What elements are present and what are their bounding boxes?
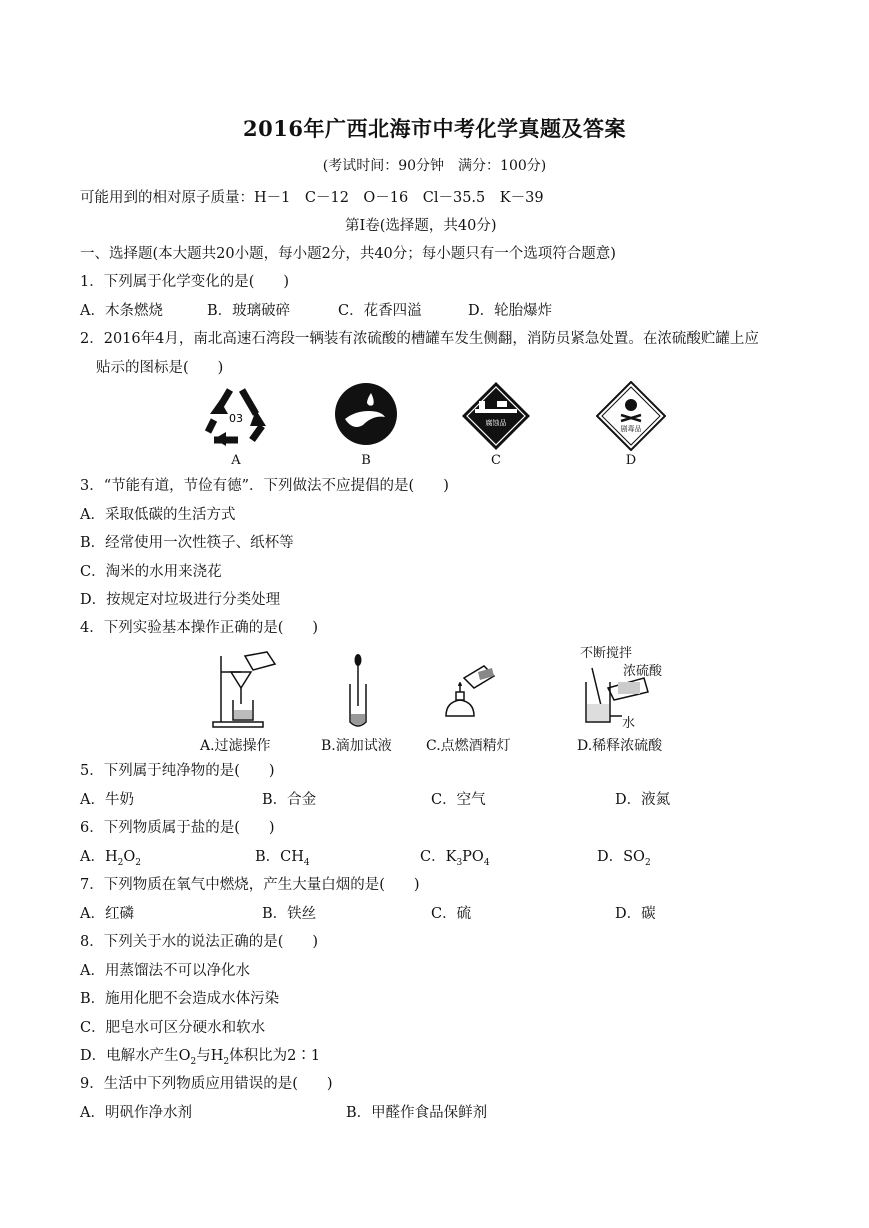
q5-option-c: C．空气 [431, 792, 486, 808]
q3-stem: 3．“节能有道，节俭有德”．下列做法不应提倡的是( ) [80, 478, 449, 494]
q4-stem: 4．下列实验基本操作正确的是( ) [80, 620, 319, 636]
filtration-apparatus-icon [205, 650, 285, 730]
q2-stem-line2: 贴示的图标是( ) [96, 360, 224, 376]
q1-option-b: B．玻璃破碎 [207, 303, 291, 319]
q4-d-note-acid: 浓硫酸 [623, 664, 663, 679]
q2-label-b: B [361, 453, 371, 468]
page-title: 2016年广西北海市中考化学真题及答案 [243, 116, 626, 141]
q3-option-b: B．经常使用一次性筷子、纸杯等 [80, 535, 294, 551]
q8-option-d [80, 1044, 320, 1067]
q6-option-b [255, 845, 310, 868]
q6-a-mid: O [123, 849, 136, 865]
q4-label-b: B.滴加试液 [321, 738, 392, 754]
q3-option-d: D．按规定对垃圾进行分类处理 [80, 592, 281, 608]
recycle-code: 03 [229, 412, 243, 425]
corrosive-sign-icon [461, 381, 531, 451]
q7-stem: 7．下列物质在氧气中燃烧，产生大量白烟的是( ) [80, 877, 420, 893]
alcohol-lamp-icon [440, 658, 500, 728]
water-saving-icon [333, 381, 399, 447]
q6-c-mid: PO [462, 849, 484, 865]
q6-option-c [420, 845, 490, 868]
q8-d-post: 体积比为2∶1 [229, 1048, 321, 1064]
q1-option-d: D．轮胎爆炸 [468, 303, 553, 319]
corrosive-text: 腐蚀品 [485, 419, 507, 427]
q1-option-a: A．木条燃烧 [80, 303, 163, 319]
q7-option-b: B．铁丝 [262, 906, 317, 922]
q8-stem: 8．下列关于水的说法正确的是( ) [80, 934, 319, 950]
q6-a-sub1: 2 [117, 857, 124, 868]
q1-stem: 1．下列属于化学变化的是( ) [80, 274, 290, 290]
q6-b-text: B．CH [255, 849, 304, 865]
q3-option-c: C．淘米的水用来浇花 [80, 564, 222, 580]
q9-option-b: B．甲醛作食品保鲜剂 [346, 1105, 488, 1121]
q4-label-a: A.过滤操作 [200, 738, 271, 754]
q9-option-a: A．明矾作净水剂 [80, 1105, 192, 1121]
q4-d-note-water: 水 [622, 716, 636, 731]
dropper-test-tube-icon [340, 652, 376, 732]
q3-option-a: A．采取低碳的生活方式 [80, 507, 236, 523]
section1-heading: 一、选择题(本大题共20小题，每小题2分，共40分；每小题只有一个选项符合题意) [80, 246, 616, 262]
q8-option-b: B．施用化肥不会造成水体污染 [80, 991, 280, 1007]
q5-stem: 5．下列属于纯净物的是( ) [80, 763, 275, 779]
q6-d-text: D．SO [597, 849, 645, 865]
q2-label-a: A [231, 453, 241, 468]
q7-option-c: C．硫 [431, 906, 472, 922]
part1-heading: 第Ⅰ卷(选择题，共40分) [345, 218, 497, 234]
q7-option-d: D．碳 [615, 906, 656, 922]
q6-option-d [597, 845, 651, 868]
toxic-sign-icon [596, 381, 666, 451]
q6-option-a [80, 845, 141, 868]
q6-a-sub2: 2 [135, 857, 141, 868]
q8-d-text: D．电解水产生O [80, 1048, 191, 1064]
q6-c-sub1: 3 [456, 857, 463, 868]
q8-d-sub2: 2 [223, 1056, 230, 1067]
q6-c-text: C．K [420, 849, 457, 865]
q2-label-c: C [491, 453, 501, 468]
q6-stem: 6．下列物质属于盐的是( ) [80, 820, 275, 836]
q7-option-a: A．红磷 [80, 906, 134, 922]
toxic-text: 剧毒品 [620, 425, 642, 433]
q6-d-sub1: 2 [644, 857, 651, 868]
q8-option-c: C．肥皂水可区分硬水和软水 [80, 1020, 266, 1036]
q5-option-a: A．牛奶 [80, 792, 134, 808]
q6-c-sub2: 4 [483, 857, 490, 868]
atomic-masses: 可能用到的相对原子质量：H－1 C－12 O－16 Cl－35.5 K－39 [80, 190, 544, 206]
q8-option-a: A．用蒸馏法不可以净化水 [80, 963, 250, 979]
q8-d-sub1: 2 [190, 1056, 197, 1067]
q8-d-mid: 与H [196, 1048, 224, 1064]
q4-label-c: C.点燃酒精灯 [426, 738, 511, 754]
q4-d-note-stir: 不断搅拌 [580, 646, 633, 661]
q5-option-d: D．液氮 [615, 792, 671, 808]
q9-stem: 9．生活中下列物质应用错误的是( ) [80, 1076, 333, 1092]
q6-a-text: A．H [80, 849, 118, 865]
q2-stem: 2．2016年4月，南北高速石湾段一辆装有浓硫酸的槽罐车发生侧翻，消防员紧急处置。在浓硫酸贮罐上应 [80, 331, 759, 347]
q2-label-d: D [625, 453, 637, 468]
q1-option-c: C．花香四溢 [338, 303, 422, 319]
exam-info: (考试时间：90分钟 满分：100分) [322, 158, 547, 174]
q6-b-sub1: 4 [303, 857, 310, 868]
q5-option-b: B．合金 [262, 792, 317, 808]
recycle-icon [200, 382, 272, 448]
q4-label-d: D.稀释浓硫酸 [577, 738, 663, 754]
